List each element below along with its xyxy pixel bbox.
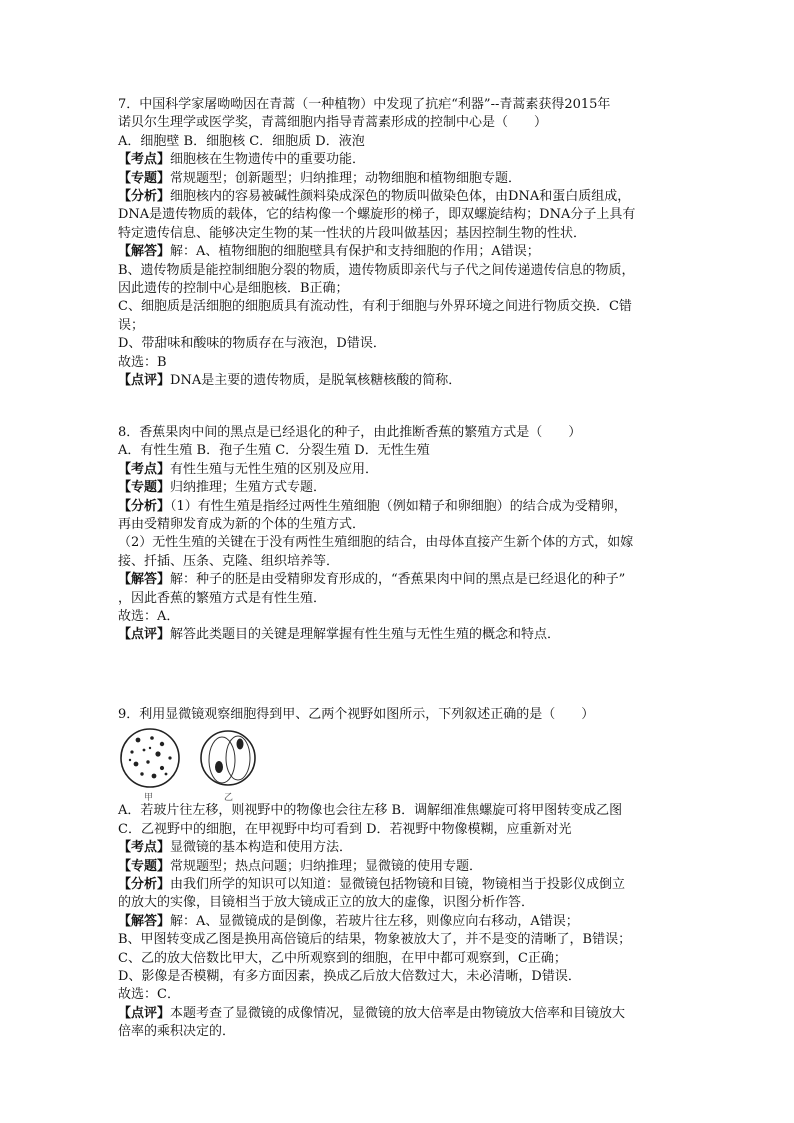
field-yi-nucleus-1 <box>215 761 223 773</box>
q8-answer: 故选：A． <box>118 609 180 625</box>
q7-kaodian-text: 细胞核在生物遗传中的重要功能． <box>170 152 366 168</box>
q9-zhuanti-tag: 【专题】 <box>118 858 171 874</box>
q9-dianping-line-1 <box>118 1005 678 1023</box>
q8-options: A．有性生殖 B．孢子生殖 C．分裂生殖 D．无性生殖 <box>118 443 430 459</box>
q9-kaodian <box>118 839 678 857</box>
q7-fenxi-line-3: 特定遗传信息、能够决定生物的某一性状的片段叫做基因；基因控制生物的性状． <box>118 225 587 241</box>
q9-dianping-text-1: 本题考查了显微镜的成像情况，显微镜的放大倍率是由物镜放大倍率和目镜放大 <box>170 1005 626 1021</box>
q8-jieda-text-1: 解：种子的胚是由受精卵发育形成的，“香蕉果肉中间的黑点是已经退化的种子” <box>170 572 626 588</box>
q9-jieda-line-3: C、乙的放大倍数比甲大，乙中所观察到的细胞，在甲中都可观察到，C正确； <box>118 950 567 966</box>
q9-jieda-tag: 【解答】 <box>118 913 171 929</box>
q7-jieda-tag: 【解答】 <box>118 244 171 260</box>
q8-kaodian <box>118 461 678 479</box>
q7-stem-line-2: 诺贝尔生理学或医学奖，青蒿细胞内指导青蒿素形成的控制中心是（ ） <box>118 115 548 131</box>
q8-jieda-line-2: ，因此香蕉的繁殖方式是有性生殖． <box>118 590 327 606</box>
q9-fenxi-line-1 <box>118 876 678 894</box>
q7-kaodian-tag: 【考点】 <box>118 152 171 168</box>
q8-fenxi-line-2: 再由受精卵发育成为新的个体的生殖方式． <box>118 517 366 533</box>
q9-fenxi-line-2: 的放大的实像，目镜相当于放大镜成正立的放大的虚像，识图分析作答． <box>118 895 535 911</box>
q8-jieda-line-1 <box>118 571 678 589</box>
q8-dianping <box>118 626 678 644</box>
q7-kaodian <box>118 151 678 169</box>
question-8 <box>118 424 678 645</box>
question-9 <box>118 706 678 1042</box>
q7-jieda-line-1 <box>118 243 678 261</box>
microscope-fields-drawing <box>118 724 268 802</box>
q7-zhuanti <box>118 170 678 188</box>
q8-fenxi-line-1 <box>118 498 678 516</box>
q7-dianping-text: DNA是主要的遗传物质，是脱氧核糖核酸的简称． <box>170 373 462 389</box>
q9-jieda-line-1 <box>118 913 678 931</box>
field-jia-label: 甲 <box>144 793 154 804</box>
q7-jieda-line-3: 因此遗传的控制中心是细胞核．B正确； <box>118 281 349 297</box>
q8-jieda-tag: 【解答】 <box>118 572 171 588</box>
q9-zhuanti-text: 常规题型；热点问题；归纳推理；显微镜的使用专题． <box>170 858 483 874</box>
q7-fenxi-text-1: 细胞核内的容易被碱性颜料染成深色的物质叫做染色体，由DNA和蛋白质组成， <box>170 189 631 205</box>
field-yi-label: 乙 <box>224 793 234 804</box>
q8-zhuanti-text: 归纳推理；生殖方式专题． <box>170 480 327 496</box>
q8-kaodian-text: 有性生殖与无性生殖的区别及应用． <box>170 461 379 477</box>
field-yi-nucleus-2 <box>237 739 244 750</box>
q7-dianping-tag: 【点评】 <box>118 373 171 389</box>
q9-jieda-line-4: D、影像是否模糊，有多方面因素，换成乙后放大倍数过大，未必清晰，D错误． <box>118 969 581 985</box>
q7-answer: 故选：B <box>118 354 167 370</box>
q9-dianping-line-2: 倍率的乘积决定的． <box>118 1024 236 1040</box>
q7-jieda-line-5: 误； <box>118 317 145 333</box>
q9-stem-line-1: 9．利用显微镜观察细胞得到甲、乙两个视野如图所示，下列叙述正确的是（ ） <box>118 707 595 722</box>
q9-fenxi-tag: 【分析】 <box>118 877 171 893</box>
q8-dianping-tag: 【点评】 <box>118 627 171 643</box>
field-jia-cells <box>129 737 172 779</box>
q7-fenxi-line-1 <box>118 188 678 206</box>
q9-kaodian-tag: 【考点】 <box>118 840 171 856</box>
q8-kaodian-tag: 【考点】 <box>118 461 171 477</box>
q9-options-line-2: C．乙视野中的细胞，在甲视野中均可看到 D．若视野中物像模糊，应重新对光 <box>118 821 572 837</box>
q7-stem-line-1: 7．中国科学家屠呦呦因在青蒿（一种植物）中发现了抗疟“利器”--青蒿素获得2015年 <box>118 97 611 112</box>
q7-dianping <box>118 372 678 390</box>
q8-zhuanti-tag: 【专题】 <box>118 480 171 496</box>
q7-jieda-line-6: D、带甜味和酸味的物质存在与液泡，D错误． <box>118 336 386 352</box>
q7-jieda-text-1: 解：A、植物细胞的细胞壁具有保护和支持细胞的作用；A错误； <box>170 244 540 260</box>
q9-zhuanti <box>118 858 678 876</box>
q7-jieda-line-2: B、遗传物质是能控制细胞分裂的物质，遗传物质即亲代与子代之间传递遗传信息的物质， <box>118 262 635 278</box>
microscope-fields-figure <box>118 724 678 802</box>
q8-fenxi-line-3: （2）无性生殖的关键在于没有两性生殖细胞的结合，由母体直接产生新个体的方式，如嫁 <box>118 535 634 551</box>
q9-dianping-tag: 【点评】 <box>118 1005 171 1021</box>
q8-fenxi-line-4: 接、扦插、压条、克隆、组织培养等． <box>118 553 340 569</box>
q8-fenxi-tag: 【分析】 <box>118 498 171 514</box>
q8-fenxi-text-1: （1）有性生殖是指经过两性生殖细胞（例如精子和卵细胞）的结合成为受精卵， <box>170 498 627 514</box>
q7-zhuanti-text: 常规题型；创新题型；归纳推理；动物细胞和植物细胞专题． <box>170 170 522 186</box>
q9-jieda-text-1: 解：A、显微镜成的是倒像，若玻片往左移，则像应向右移动，A错误； <box>170 913 579 929</box>
q8-stem-line-1: 8．香蕉果肉中间的黑点是已经退化的种子，由此推断香蕉的繁殖方式是（ ） <box>118 425 582 440</box>
q9-answer: 故选：C． <box>118 987 180 1003</box>
q8-zhuanti <box>118 479 678 497</box>
q9-options-line-1: A．若玻片往左移，则视野中的物像也会往左移 B．调解细准焦螺旋可将甲图转变成乙图 <box>118 803 623 819</box>
q8-dianping-text: 解答此类题目的关键是理解掌握有性生殖与无性生殖的概念和特点． <box>170 627 561 643</box>
q9-kaodian-text: 显微镜的基本构造和使用方法． <box>170 840 353 856</box>
q7-jieda-line-4: C、细胞质是活细胞的细胞质具有流动性，有利于细胞与外界环境之间进行物质交换．C错 <box>118 299 632 315</box>
q9-fenxi-text-1: 由我们所学的知识可以知道：显微镜包括物镜和目镜，物镜相当于投影仪成倒立 <box>170 877 626 893</box>
q7-options: A．细胞壁 B．细胞核 C．细胞质 D．液泡 <box>118 133 365 149</box>
q7-fenxi-tag: 【分析】 <box>118 189 171 205</box>
question-7 <box>118 96 678 391</box>
q7-fenxi-line-2: DNA是遗传物质的载体，它的结构像一个螺旋形的梯子，即双螺旋结构；DNA分子上具有 <box>118 207 636 223</box>
q7-zhuanti-tag: 【专题】 <box>118 170 171 186</box>
q9-jieda-line-2: B、甲图转变成乙图是换用高倍镜后的结果，物象被放大了，并不是变的清晰了，B错误； <box>118 932 632 948</box>
